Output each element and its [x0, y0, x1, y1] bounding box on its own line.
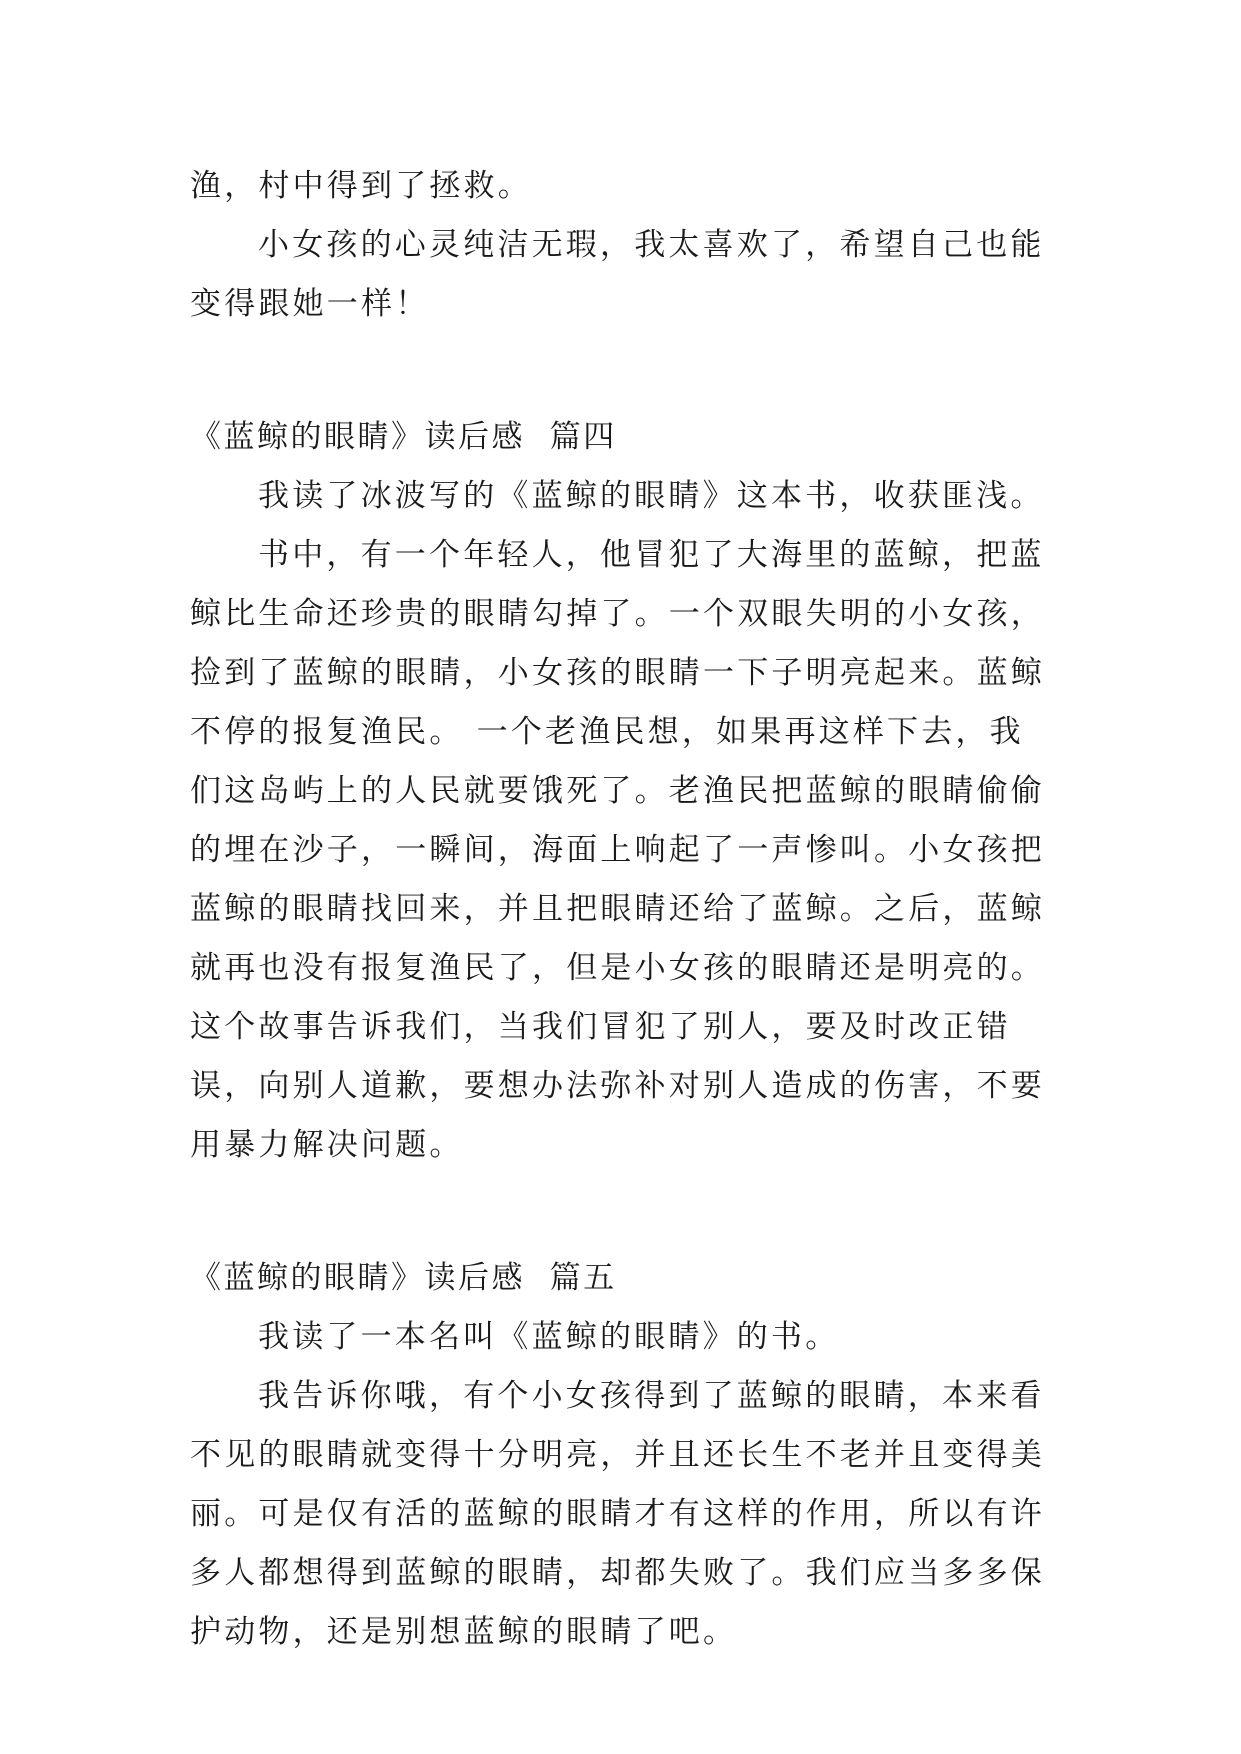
section-title-5: 《蓝鲸的眼睛》读后感 篇五 — [190, 1260, 617, 1296]
paragraph: 我读了一本名叫《蓝鲸的眼睛》的书。 — [258, 1319, 840, 1355]
section-gap — [190, 334, 1050, 408]
section-gap — [190, 1175, 1050, 1249]
section-title-4: 《蓝鲸的眼睛》读后感 篇四 — [190, 419, 617, 455]
paragraph: 小女孩的心灵纯洁无瑕，我太喜欢了，希望自己也能变得跟她一样！ — [190, 227, 1045, 322]
paragraph: 我读了冰波写的《蓝鲸的眼睛》这本书，收获匪浅。 — [258, 478, 1045, 514]
continued-paragraph: 渔，村中得到了拯救。 — [190, 168, 532, 204]
paragraph: 我告诉你哦，有个小女孩得到了蓝鲸的眼睛，本来看不见的眼睛就变得十分明亮，并且还长生不老并且变得美丽。可是仅有活的蓝鲸的眼睛才有这样的作用，所以有许多人都想得到蓝鲸的眼睛，却都失败了。我们应当多多保护动物，还是别想蓝鲸的眼睛了吧。 — [190, 1378, 1045, 1650]
document-body — [190, 157, 1050, 1662]
paragraph: 书中，有一个年轻人，他冒犯了大海里的蓝鲸，把蓝鲸比生命还珍贵的眼睛勾掉了。一个双眼失明的小女孩，捡到了蓝鲸的眼睛，小女孩的眼睛一下子明亮起来。蓝鲸不停的报复渔民。 一个老渔民想，如果再这样下去，我们这岛屿上的人民就要饿死了。老渔民把蓝鲸的眼睛偷偷的埋在沙子，一瞬间，海面上响起了一声惨叫。小女孩把蓝鲸的眼睛找回来，并且把眼睛还给了蓝鲸。之后，蓝鲸就再也没有报复渔民了，但是小女孩的眼睛还是明亮的。 这个故事告诉我们，当我们冒犯了别人，要及时改正错误，向别人道歉，要想办法弥补对别人造成的伤害，不要用暴力解决问题。 — [190, 537, 1045, 1163]
